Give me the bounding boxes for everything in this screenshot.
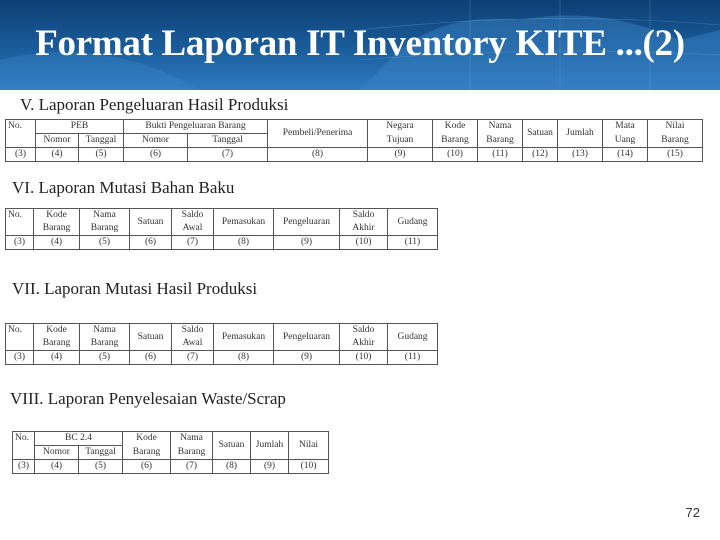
slide-title: Format Laporan IT Inventory KITE ...(2) xyxy=(35,23,685,64)
col-pembeli: Pembeli/Penerima xyxy=(268,120,368,148)
section5-header-row xyxy=(6,120,703,134)
section6-heading: VI. Laporan Mutasi Bahan Baku xyxy=(12,178,235,197)
col-negara: Negara xyxy=(368,120,433,134)
col-bukti-tanggal: Tanggal xyxy=(188,134,268,148)
col-bukti-pengeluaran: Bukti Pengeluaran Barang xyxy=(124,120,268,134)
section7-header-row: No. Kode Nama Satuan Saldo Pemasukan Pengeluaran Saldo Gudang xyxy=(6,324,438,338)
section6-number-row: (3) (4) (5) (6) (7) (8) (9) (10) (11) xyxy=(6,236,438,250)
col-jumlah: Jumlah xyxy=(558,120,603,148)
section6-header-row: No. Kode Nama Satuan Saldo Pemasukan Pengeluaran Saldo Gudang xyxy=(6,209,438,223)
section8-number-row: (3) (4) (5) (6) (7) (8) (9) (10) xyxy=(13,460,329,474)
col-peb: PEB xyxy=(36,120,124,134)
section5-table xyxy=(5,119,703,162)
col-mata-2: Uang xyxy=(603,134,648,148)
col-peb-tanggal: Tanggal xyxy=(79,134,124,148)
section8-table xyxy=(12,431,329,474)
col-negara-2: Tujuan xyxy=(368,134,433,148)
col-mata: Mata xyxy=(603,120,648,134)
col-nama: Nama xyxy=(478,120,523,134)
section7-number-row: (3) (4) (5) (6) (7) (8) (9) (10) (11) xyxy=(6,351,438,365)
section5-heading: V. Laporan Pengeluaran Hasil Produksi xyxy=(20,95,289,114)
col-nama-2: Barang xyxy=(478,134,523,148)
page-number: 72 xyxy=(685,505,700,520)
col-no: No. xyxy=(6,120,36,134)
section8-heading: VIII. Laporan Penyelesaian Waste/Scrap xyxy=(10,389,286,408)
section7-subheader-row: Barang Barang Awal Akhir xyxy=(6,337,438,351)
col-nilai: Nilai xyxy=(648,120,703,134)
col-peb-nomor: Nomor xyxy=(36,134,79,148)
col-kode: Kode xyxy=(433,120,478,134)
section7-table xyxy=(5,323,438,365)
section6-table xyxy=(5,208,438,250)
section8-subheader-row: Nomor Tanggal Barang Barang xyxy=(13,446,329,460)
section7-heading: VII. Laporan Mutasi Hasil Produksi xyxy=(12,279,258,298)
col-nilai-2: Barang xyxy=(648,134,703,148)
slide-header xyxy=(0,0,720,90)
section5-number-row: (3) (4) (5) (6) (7) (8) (9) (10) (11) (12) (13) (14) (15) xyxy=(6,148,703,162)
section6-subheader-row: Barang Barang Awal Akhir xyxy=(6,222,438,236)
section8-header-row: No. BC 2.4 Kode Nama Satuan Jumlah Nilai xyxy=(13,432,329,446)
col-bukti-nomor: Nomor xyxy=(124,134,188,148)
col-kode-2: Barang xyxy=(433,134,478,148)
col-satuan: Satuan xyxy=(523,120,558,148)
